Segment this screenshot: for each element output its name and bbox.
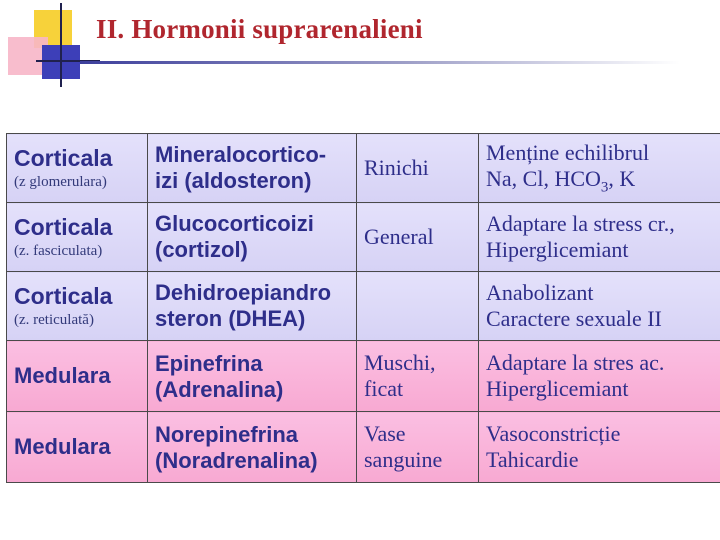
target-cell [357, 134, 479, 203]
effect-ions-suffix: , K [608, 166, 636, 191]
target-line: ficat [364, 376, 404, 401]
effect-cell [479, 134, 720, 203]
target-cell [357, 341, 479, 412]
zone-cell [7, 203, 148, 272]
zone-label: Medulara [14, 433, 111, 459]
target-line: Muschi, [364, 349, 436, 375]
logo-vertical-line [60, 3, 62, 87]
hormones-table [6, 133, 720, 483]
zone-label: Medulara [14, 362, 111, 388]
zone-label: Corticala [14, 214, 113, 241]
hormone-cell [148, 272, 357, 341]
table-row [7, 412, 720, 483]
title-underline [80, 61, 680, 64]
effect-cell [479, 412, 720, 483]
effect-line [486, 166, 720, 196]
slide-title: II. Hormonii suprarenalieni [96, 14, 423, 44]
hormone-cell [148, 203, 357, 272]
hormone-line: Mineralocortico- [155, 141, 327, 167]
zone-label: Corticala [14, 283, 113, 310]
zone-cell [7, 134, 148, 203]
zone-cell [7, 341, 148, 412]
hormone-line: (Noradrenalina) [155, 448, 318, 473]
hormone-line: (cortizol) [155, 237, 248, 262]
effect-line: Vasoconstricție [486, 420, 621, 446]
hormone-line: Glucocorticoizi [155, 210, 314, 236]
hormone-line: Norepinefrina [155, 421, 299, 447]
effect-line: Menține echilibrul [486, 139, 650, 165]
target-line: General [364, 223, 434, 249]
effect-line: Adaptare la stress cr., [486, 210, 675, 236]
hormone-line: Dehidroepiandro [155, 279, 332, 305]
target-line: Rinichi [364, 154, 429, 180]
effect-ions: Na, Cl, HCO [486, 166, 601, 191]
table-row [7, 272, 720, 341]
subzone-label: (z. fasciculata) [14, 242, 103, 259]
table-row [7, 341, 720, 412]
target-cell [357, 272, 479, 341]
effect-line: Hiperglicemiant [486, 376, 629, 401]
hormone-line: (Adrenalina) [155, 377, 284, 402]
effect-line: Anabolizant [486, 279, 594, 305]
subzone-label: (z. reticulată) [14, 311, 94, 328]
effect-subscript: 3 [600, 179, 609, 196]
effect-line: Caractere sexuale II [486, 306, 662, 331]
hormone-line: izi (aldosteron) [155, 168, 312, 193]
table-row [7, 203, 720, 272]
subzone-label: (z glomerulara) [14, 173, 107, 190]
zone-cell [7, 412, 148, 483]
hormone-cell [148, 412, 357, 483]
effect-line: Adaptare la stres ac. [486, 349, 665, 375]
target-cell [357, 203, 479, 272]
zone-label: Corticala [14, 145, 113, 172]
table-row [7, 134, 720, 203]
effect-cell [479, 272, 720, 341]
hormone-cell [148, 341, 357, 412]
effect-cell [479, 203, 720, 272]
zone-cell [7, 272, 148, 341]
effect-cell [479, 341, 720, 412]
effect-line: Hiperglicemiant [486, 237, 629, 262]
hormone-line: Epinefrina [155, 350, 263, 376]
hormone-line: steron (DHEA) [155, 306, 306, 331]
hormone-cell [148, 134, 357, 203]
effect-line: Tahicardie [486, 447, 579, 472]
target-line: Vase [364, 420, 406, 446]
target-cell [357, 412, 479, 483]
target-line: sanguine [364, 447, 443, 472]
